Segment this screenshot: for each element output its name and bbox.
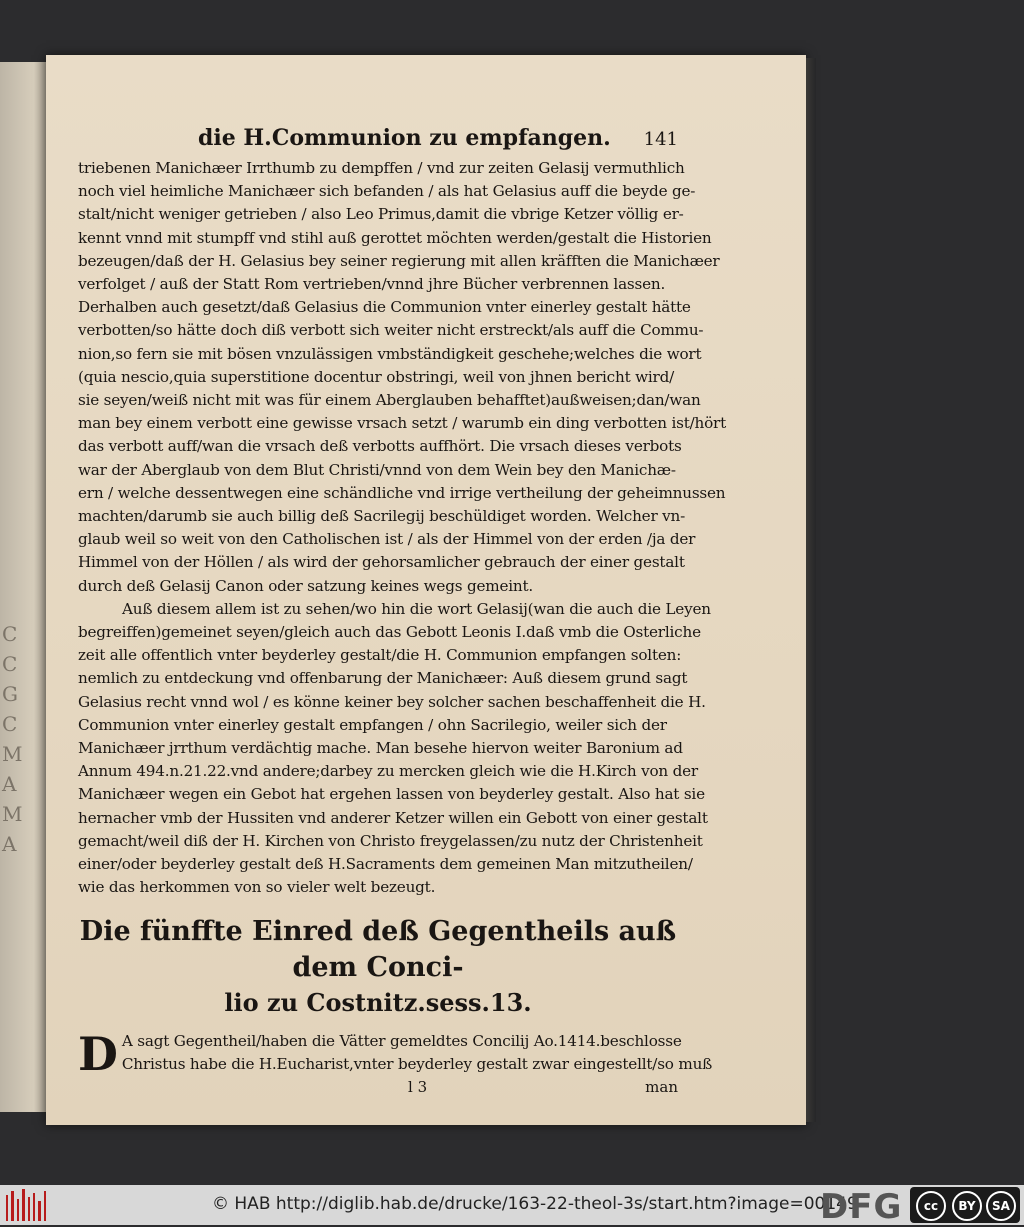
header-title: die H.Communion zu empfangen. [198, 125, 611, 151]
signature-mark: l 3 [408, 1077, 428, 1096]
license-by-icon: BY [952, 1191, 982, 1221]
text-line: Christus habe die H.Eucharist,vnter beyderley gestalt zwar eingestellt/so muß [121, 1054, 713, 1073]
viewer-footer [0, 1185, 1024, 1225]
text-line: Communion vnter einerley gestalt empfangen / ohn Sacrilegio, weiler sich der [78, 715, 667, 734]
source-link[interactable]: © HAB http://diglib.hab.de/drucke/163-22-theol-3s/start.htm?image=00149 [212, 1194, 858, 1214]
margin-letter: C [2, 652, 18, 676]
text-line: verfolget / auß der Statt Rom vertrieben/vnnd jhre Bücher verbrennen lassen. [78, 275, 666, 294]
text-line: A sagt Gegentheil/haben die Vätter gemeldtes Concilij Ao.1414.beschlosse [121, 1031, 682, 1050]
margin-letter: C [2, 712, 18, 736]
catchword: man [645, 1077, 678, 1096]
margin-letter: C [2, 622, 18, 646]
text-line: zeit alle offentlich vnter beyderley gestalt/die H. Communion empfangen solten: [78, 646, 682, 665]
text-line: machten/darumb sie auch billig deß Sacrilegij beschüldiget worden. Welcher vn- [78, 507, 686, 526]
text-line: hernacher vmb der Hussiten vnd anderer Ketzer willen ein Gebott von einer gestalt [78, 808, 708, 827]
text-line: Manichæer wegen ein Gebot hat ergehen lassen von beyderley gestalt. Also hat sie [78, 785, 705, 804]
folio-number: 141 [643, 129, 678, 150]
text-line: verbotten/so hätte doch diß verbott sich weiter nicht erstreckt/als auff die Commu- [78, 321, 704, 340]
text-line: kennt vnnd mit stumpff vnd stihl auß gerottet möchten werden/gestalt die Historien [78, 228, 712, 247]
margin-letter: M [2, 802, 23, 826]
text-line: triebenen Manichæer Irrthumb zu dempffen / vnd zur zeiten Gelasij vermuthlich [78, 159, 685, 177]
text-line: gemacht/weil diß der H. Kirchen von Christo freygelassen/zu nutz der Christenheit [78, 831, 703, 850]
text-line: Himmel von der Höllen / als wird der gehorsamlicher gebrauch der einer gestalt [78, 553, 685, 572]
text-line: man bey einem verbott eine gewisse vrsach setzt / warumb ein ding verbotten ist/hört [78, 414, 727, 433]
section-heading-continued: lio zu Costnitz.sess.13. [224, 987, 532, 1017]
dfg-logo: DFG [820, 1187, 903, 1227]
text-line: bezeugen/daß der H. Gelasius bey seiner regierung mit allen kräfften die Manichæer [78, 251, 720, 270]
text-line: Derhalben auch gesetzt/daß Gelasius die Communion vnter einerley gestalt hätte [78, 298, 691, 317]
signature-row [78, 1076, 678, 1098]
paragraph-3 [78, 1026, 713, 1081]
margin-letter: M [2, 742, 23, 766]
page-text [78, 125, 727, 1098]
paragraph-2 [78, 598, 711, 900]
license-sa-icon: SA [986, 1191, 1016, 1221]
margin-letter: A [2, 772, 17, 796]
text-line: Annum 494.n.21.22.vnd andere;darbey zu mercken gleich wie die H.Kirch von der [78, 762, 698, 781]
running-header [78, 125, 678, 151]
text-line: (quia nescio,quia superstitione docentur obstringi, weil von jhnen bericht wird/ [78, 367, 675, 386]
margin-letter: A [2, 832, 17, 856]
hab-logo-icon [6, 1189, 46, 1221]
text-line: sie seyen/weiß nicht mit was für einem Aberglauben behafftet)außweisen;dan/wan [78, 391, 701, 410]
cc-icon: cc [916, 1191, 946, 1221]
cc-license-badge[interactable] [910, 1187, 1020, 1223]
previous-page-edge [0, 62, 48, 1112]
text-line: einer/oder beyderley gestalt deß H.Sacraments dem gemeinen Man mitzutheilen/ [78, 855, 693, 874]
text-line: noch viel heimliche Manichæer sich befanden / als hat Gelasius auff die beyde ge- [78, 182, 696, 201]
text-line: das verbott auff/wan die vrsach deß verbotts auffhört. Die vrsach dieses verbots [78, 437, 682, 456]
text-line: nemlich zu entdeckung vnd offenbarung der Manichæer: Auß diesem grund sagt [78, 669, 688, 688]
text-line: begreiffen)gemeinet seyen/gleich auch das Gebott Leonis I.daß vmb die Osterliche [78, 623, 701, 642]
section-heading: Die fünffte Einred deß Gegentheils auß dem Conci- [79, 915, 677, 983]
margin-letter: G [2, 682, 18, 706]
book-page [46, 55, 806, 1125]
page-shadow [806, 58, 816, 1122]
drop-cap-initial: D [78, 1026, 118, 1081]
text-line: Manichæer jrrthum verdächtig mache. Man besehe hiervon weiter Baronium ad [78, 739, 683, 758]
text-line: wie das herkommen von so vieler welt bezeugt. [78, 878, 436, 897]
paragraph-1 [78, 157, 727, 598]
text-line: ern / welche dessentwegen eine schändliche vnd irrige vertheilung der geheimnussen [78, 483, 726, 502]
text-line: war der Aberglaub von dem Blut Christi/vnnd von dem Wein bey den Manichæ- [78, 460, 676, 479]
text-line: glaub weil so weit von den Catholischen ist / als der Himmel von der erden /ja der [78, 530, 696, 549]
text-line: Auß diesem allem ist zu sehen/wo hin die wort Gelasij(wan die auch die Leyen [122, 599, 711, 618]
text-line: nion,so fern sie mit bösen vnzulässigen vmbständigkeit geschehe;welches die wort [78, 344, 702, 363]
text-line: stalt/nicht weniger getrieben / also Leo Primus,damit die vbrige Ketzer völlig er- [78, 205, 684, 224]
text-line: Gelasius recht vnnd wol / es könne keiner bey solcher sachen beschaffenheit die H. [78, 692, 706, 711]
text-line: durch deß Gelasij Canon oder satzung keines wegs gemeint. [78, 576, 534, 595]
